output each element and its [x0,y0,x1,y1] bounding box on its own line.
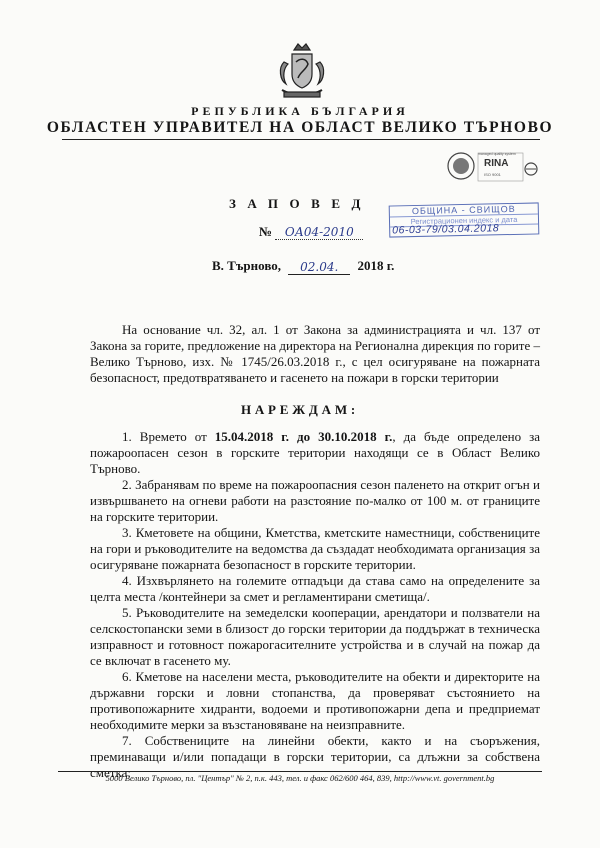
item-1 [90,429,540,477]
item-1-period: 15.04.2018 г. до 30.10.2018 г. [214,429,393,444]
footer-address: 5000 Велико Търново, пл. "Център" № 2, п.к. 443, тел. и факс 062/600 464, 839, http://www.vt. government.bg [105,773,495,783]
republic-title: РЕПУБЛИКА БЪЛГАРИЯ [191,104,409,118]
item-1-end: , да бъде определено за пожароопасен сезон в горските територии находящи се в Област Велико Търново. [90,429,541,476]
item-7: 7. Собствениците на линейни обекти, както и на съоръжения, преминаващи и/или попадащи в горски територии, са длъжни за собствена сметка: [90,733,540,780]
rina-label: RINA [484,158,509,169]
item-1-start: 1. Времето от [122,429,215,444]
registration-stamp [389,202,540,237]
item-4: 4. Изхвърлянето на големите отпадъци да става само на определените за целта места /контейнери за смет и регламентирани сметища/. [90,573,540,604]
order-title: ЗАПОВЕД [229,196,372,211]
order-heading: НАРЕЖДАМ: [240,402,360,417]
item-2: 2. Забранявам по време на пожароопасния сезон паленето на открит огън и извършването на огневи работи на разстояние по-малко от 100 м. от границите на горските територии. [90,477,540,524]
preamble-paragraph [90,322,540,386]
year-suffix: 2018 г. [357,258,395,273]
item-5: 5. Ръководителите на земеделски кооперации, арендатори и ползватели на селскостопански земи в близост до горски територии да поддържат в техническа изправност и готовност пожарогасителните устройства и в случай на пожар да се включат в гасенето му. [90,605,540,668]
number-sign: № [259,224,273,239]
preamble-text: На основание чл. 32, ал. 1 от Закона за администрацията и чл. 137 от Закона за горите, предложение на директора на Регионална дирекция по горите – Велико Търново, изх. № 1745/26.03.2018 г., с цел осигуряване на пожарната безопасност, предотвратяването и гасенето на пожари в горски територии [90,322,540,385]
governor-title: ОБЛАСТЕН УПРАВИТЕЛ НА ОБЛАСТ ВЕЛИКО ТЪРНОВО [46,119,554,136]
stamp-caption: Регистрационен индекс и дата [390,213,538,227]
place-prefix: В. Търново, [212,258,281,273]
item-6: 6. Кметове на населени места, ръководителите на обекти и директорите на държавни горски и ловни стопанства, да проверяват състоянието на противопожарните хидранти, водоеми и противопожарни депа и предприемат необходимите мерки за възстановяване на неизправните. [90,669,540,732]
footer-divider [58,771,542,772]
stamp-municipality: ОБЩИНА - СВИЩОВ [411,203,516,217]
cert-iso-text: ISO 9001 [484,172,501,177]
header-divider [62,139,540,140]
stamp-registration: 06-03-79/03.04.2018 [392,222,500,237]
coat-of-arms-icon [274,40,330,102]
handwritten-number: ОА04-2010 [275,225,363,240]
order-items [90,429,540,781]
order-number [259,224,363,240]
item-3: 3. Кметовете на общини, Кметства, кметските наместници, собствениците на гори и ръководителите на ведомства да създадат необходимата организация за осигуряване пожарната безопасност в горските територии. [90,525,540,572]
cert-small-text: managed quality system [478,152,516,156]
handwritten-date: 02.04. [288,260,350,275]
place-date-line [212,258,394,274]
